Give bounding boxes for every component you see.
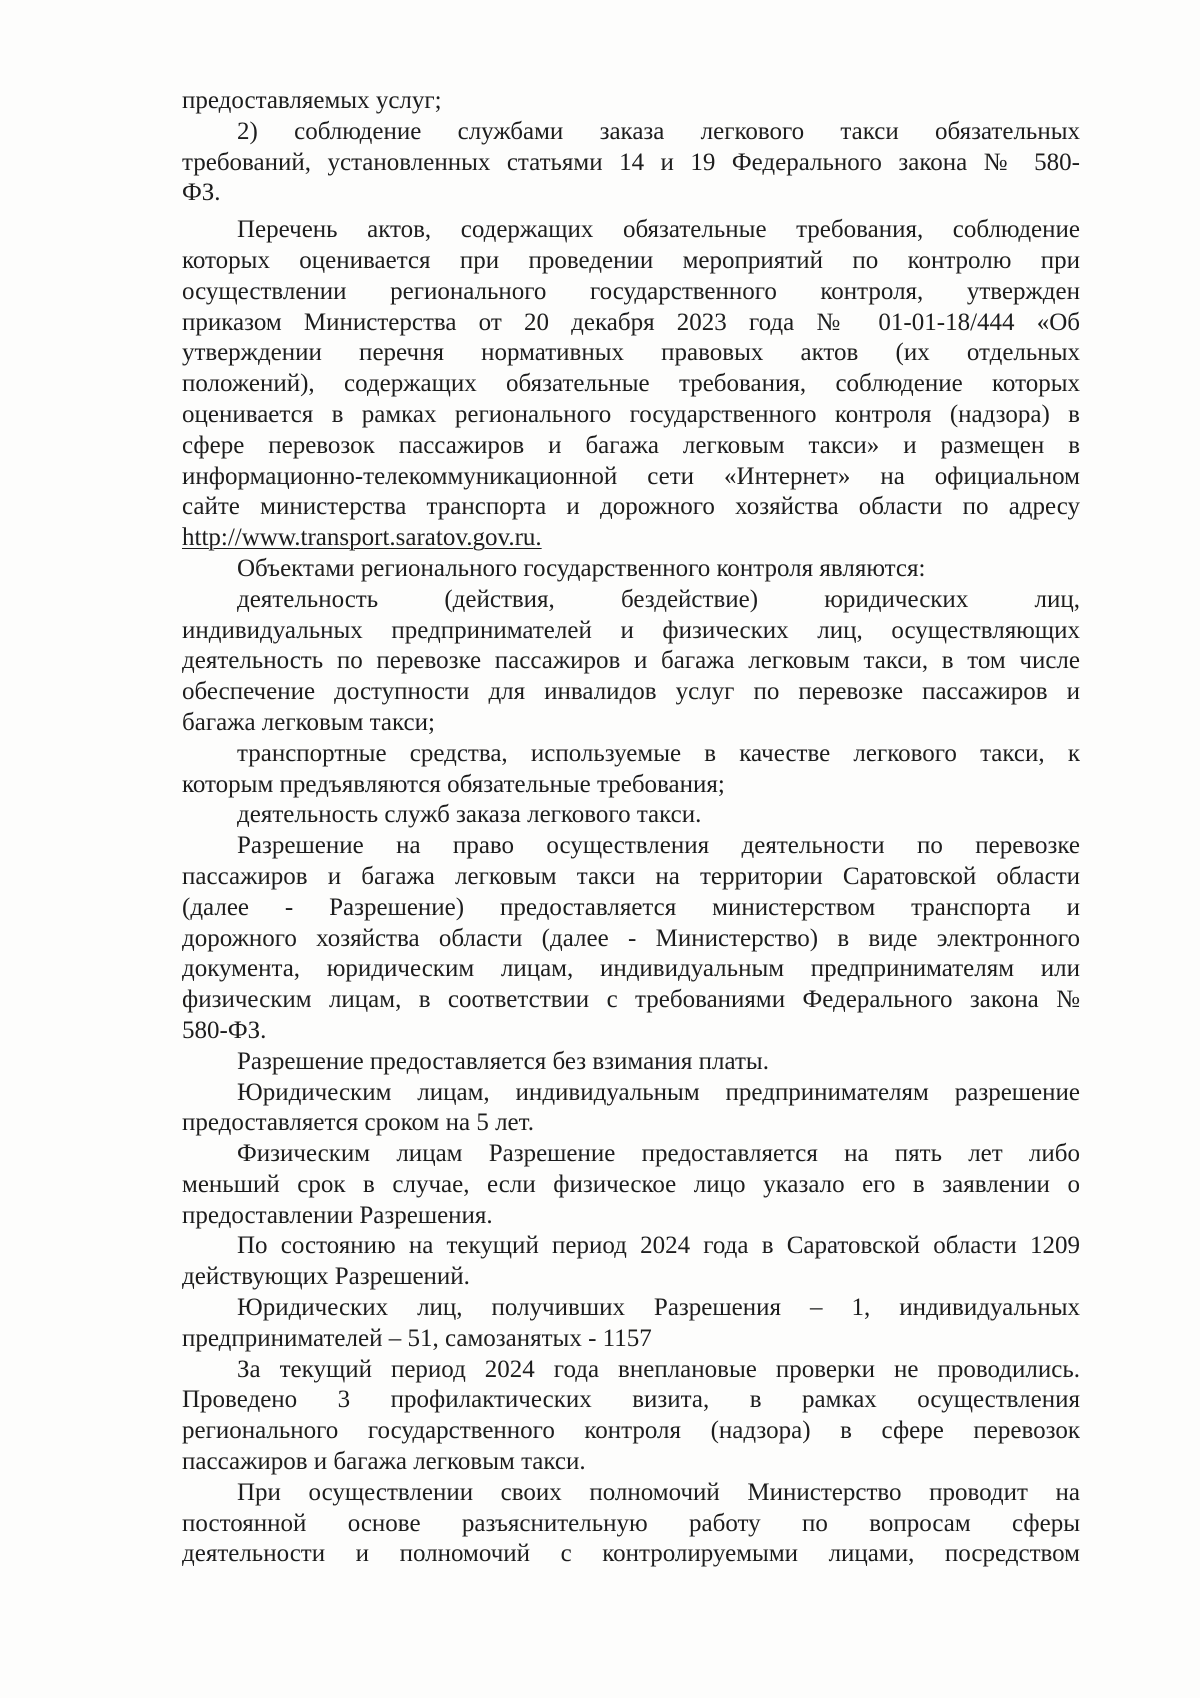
text-line: 2) соблюдение службами заказа легкового такси обязательных bbox=[237, 117, 1080, 145]
text-line: Юридических лиц, получивших Разрешения – 1, индивидуальных bbox=[237, 1294, 1080, 1322]
text-line: Перечень актов, содержащих обязательные требования, соблюдение bbox=[237, 216, 1080, 244]
text-line: деятельность (действия, бездействие) юридических лиц, bbox=[237, 585, 1080, 613]
text-line bbox=[182, 523, 1080, 554]
text-line: осуществлении регионального государственного контроля, утвержден bbox=[182, 277, 1080, 305]
text-line: деятельность служб заказа легкового такси. bbox=[237, 801, 702, 829]
text-line: За текущий период 2024 года внеплановые проверки не проводились. bbox=[237, 1355, 1080, 1383]
text-line: предоставляется сроком на 5 лет. bbox=[182, 1109, 534, 1137]
text-line: которым предъявляются обязательные требования; bbox=[182, 770, 725, 798]
text-line: предпринимателей – 51, самозанятых - 1157 bbox=[182, 1324, 652, 1352]
text-line: Объектами регионального государственного контроля являются: bbox=[237, 554, 926, 582]
website-link[interactable]: http://www.transport.saratov.gov.ru. bbox=[182, 524, 542, 552]
text-line: При осуществлении своих полномочий Министерство проводит на bbox=[237, 1478, 1080, 1506]
text-line: положений), содержащих обязательные требования, соблюдение которых bbox=[182, 370, 1080, 398]
text-line: По состоянию на текущий период 2024 года в Саратовской области 1209 bbox=[237, 1232, 1080, 1260]
text-line: предоставлении Разрешения. bbox=[182, 1201, 493, 1229]
text-line: требований, установленных статьями 14 и 19 Федерального закона № 580- bbox=[182, 148, 1080, 176]
text-line: постоянной основе разъяснительную работу по вопросам сферы bbox=[182, 1509, 1080, 1537]
text-line: утверждении перечня нормативных правовых актов (их отдельных bbox=[182, 339, 1080, 367]
text-line: (далее - Разрешение) предоставляется министерством транспорта и bbox=[182, 893, 1080, 921]
text-line: регионального государственного контроля (надзора) в сфере перевозок bbox=[182, 1417, 1080, 1445]
text-line: пассажиров и багажа легковым такси на территории Саратовской области bbox=[182, 862, 1080, 890]
text-line: документа, юридическим лицам, индивидуальным предпринимателям или bbox=[182, 955, 1080, 983]
document-body bbox=[182, 86, 1080, 1570]
text-line: ФЗ. bbox=[182, 179, 221, 207]
text-line: Разрешение на право осуществления деятельности по перевозке bbox=[237, 832, 1080, 860]
text-line: действующих Разрешений. bbox=[182, 1263, 470, 1291]
text-line: багажа легковым такси; bbox=[182, 708, 435, 736]
text-line: физическим лицам, в соответствии с требованиями Федерального закона № bbox=[182, 986, 1080, 1014]
text-line: информационно-телекоммуникационной сети «Интернет» на официальном bbox=[182, 462, 1080, 490]
text-line: сайте министерства транспорта и дорожного хозяйства области по адресу bbox=[182, 493, 1080, 521]
text-line: меньший срок в случае, если физическое лицо указало его в заявлении о bbox=[182, 1170, 1080, 1198]
text-line: транспортные средства, используемые в качестве легкового такси, к bbox=[237, 739, 1080, 767]
text-line: приказом Министерства от 20 декабря 2023 года № 01-01-18/444 «Об bbox=[182, 308, 1080, 336]
text-line: пассажиров и багажа легковым такси. bbox=[182, 1448, 586, 1476]
text-line: Юридическим лицам, индивидуальным предпринимателям разрешение bbox=[237, 1078, 1080, 1106]
text-line: Физическим лицам Разрешение предоставляется на пять лет либо bbox=[237, 1140, 1080, 1168]
text-line: сфере перевозок пассажиров и багажа легковым такси» и размещен в bbox=[182, 431, 1080, 459]
text-line: 580-ФЗ. bbox=[182, 1016, 267, 1044]
text-line: деятельности и полномочий с контролируемыми лицами, посредством bbox=[182, 1540, 1080, 1568]
text-line: которых оценивается при проведении мероприятий по контролю при bbox=[182, 246, 1080, 274]
text-line: Разрешение предоставляется без взимания платы. bbox=[237, 1047, 769, 1075]
text-line: дорожного хозяйства области (далее - Министерство) в виде электронного bbox=[182, 924, 1080, 952]
text-line: обеспечение доступности для инвалидов услуг по перевозке пассажиров и bbox=[182, 678, 1080, 706]
text-line: индивидуальных предпринимателей и физических лиц, осуществляющих bbox=[182, 616, 1080, 644]
text-line: предоставляемых услуг; bbox=[182, 87, 442, 114]
text-line: Проведено 3 профилактических визита, в рамках осуществления bbox=[182, 1386, 1080, 1414]
text-line: деятельность по перевозке пассажиров и багажа легковым такси, в том числе bbox=[182, 647, 1080, 675]
text-line: оценивается в рамках регионального государственного контроля (надзора) в bbox=[182, 400, 1080, 428]
